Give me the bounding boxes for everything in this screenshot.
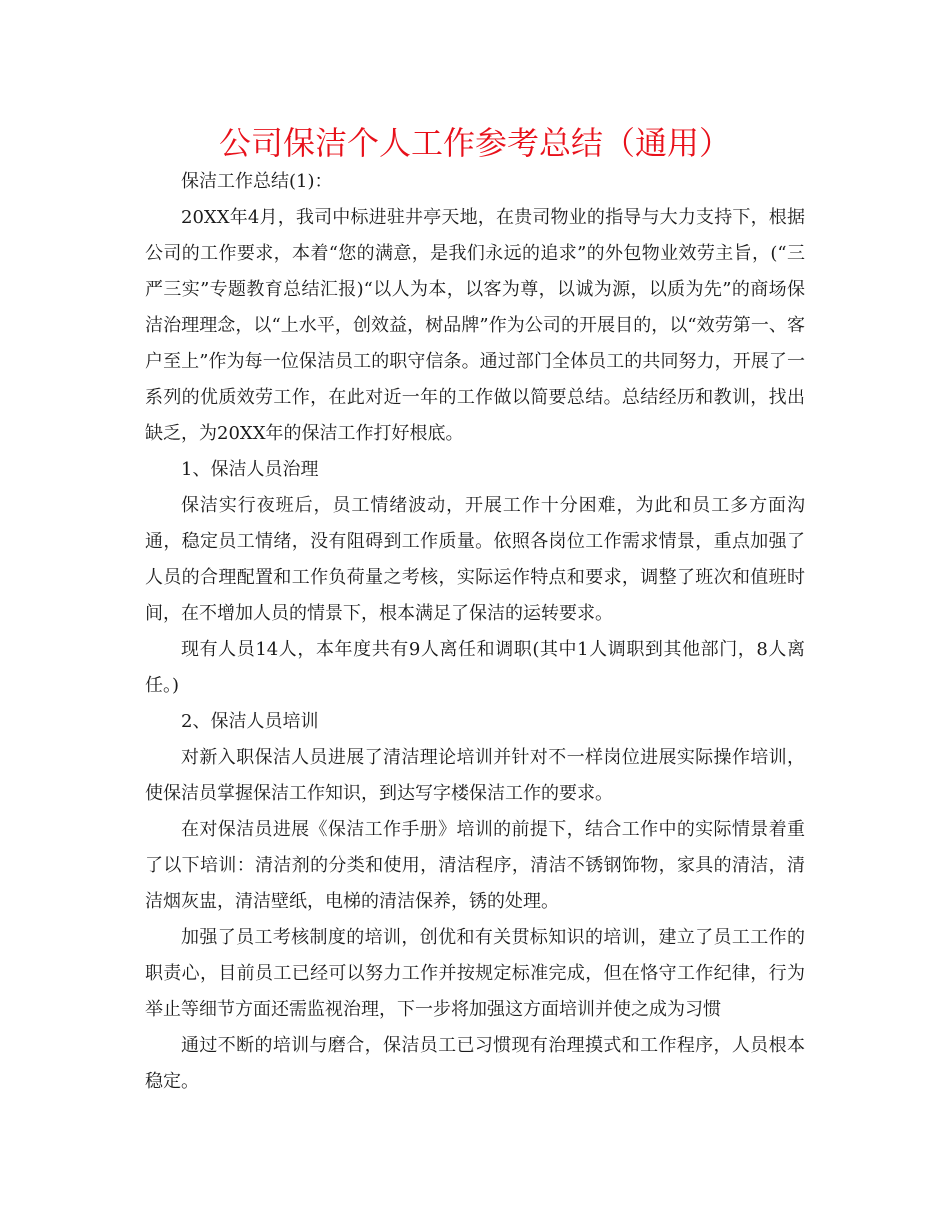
paragraph-training-assessment: 加强了员工考核制度的培训，创优和有关贯标知识的培训，建立了员工工作的职责心，目前员工已经可以努力工作并按规定标准完成，但在恪守工作纪律，行为举止等细节方面还需监视治理，下一步将加强这方面培训并使之成为习惯 <box>145 927 805 1020</box>
paragraph-heading-summary-1: 保洁工作总结(1)： <box>181 171 333 192</box>
section-heading-staff-training: 2、保洁人员培训 <box>181 711 319 732</box>
document-body <box>145 164 805 1100</box>
paragraph-training-manual: 在对保洁员进展《保洁工作手册》培训的前提下，结合工作中的实际情景着重了以下培训：清洁剂的分类和使用，清洁程序，清洁不锈钢饰物，家具的清洁，清洁烟灰盅，清洁壁纸，电梯的清洁保养，锈的处理。 <box>145 819 805 912</box>
document-title: 公司保洁个人工作参考总结（通用） <box>218 124 731 162</box>
section-heading-staff-management: 1、保洁人员治理 <box>181 459 319 480</box>
paragraph-training-result: 通过不断的培训与磨合，保洁员工已习惯现有治理摸式和工作程序，人员根本稳定。 <box>145 1035 805 1092</box>
paragraph-intro: 20XX年4月，我司中标进驻井亭天地，在贵司物业的指导与大力支持下，根据公司的工作要求，本着“您的满意，是我们永远的追求”的外包物业效劳主旨，(“三严三实”专题教育总结汇报)“以人为本，以客为尊，以诚为源，以质为先”的商场保洁治理理念，以“上水平，创效益，树品牌”作为公司的开展目的，以“效劳第一、客户至上”作为每一位保洁员工的职守信条。通过部门全体员工的共同努力，开展了一系列的优质效劳工作，在此对近一年的工作做以简要总结。总结经历和教训，找出缺乏，为20XX年的保洁工作打好根底。 <box>145 207 805 444</box>
paragraph-training-new-staff: 对新入职保洁人员进展了清洁理论培训并针对不一样岗位进展实际操作培训，使保洁员掌握保洁工作知识，到达写字楼保洁工作的要求。 <box>145 747 805 804</box>
paragraph-staff-count: 现有人员14人，本年度共有9人离任和调职(其中1人调职到其他部门，8人离任。) <box>145 639 805 696</box>
paragraph-staff-management: 保洁实行夜班后，员工情绪波动，开展工作十分困难，为此和员工多方面沟通，稳定员工情绪，没有阻碍到工作质量。依照各岗位工作需求情景，重点加强了人员的合理配置和工作负荷量之考核，实际运作特点和要求，调整了班次和值班时间，在不增加人员的情景下，根本满足了保洁的运转要求。 <box>145 495 805 624</box>
